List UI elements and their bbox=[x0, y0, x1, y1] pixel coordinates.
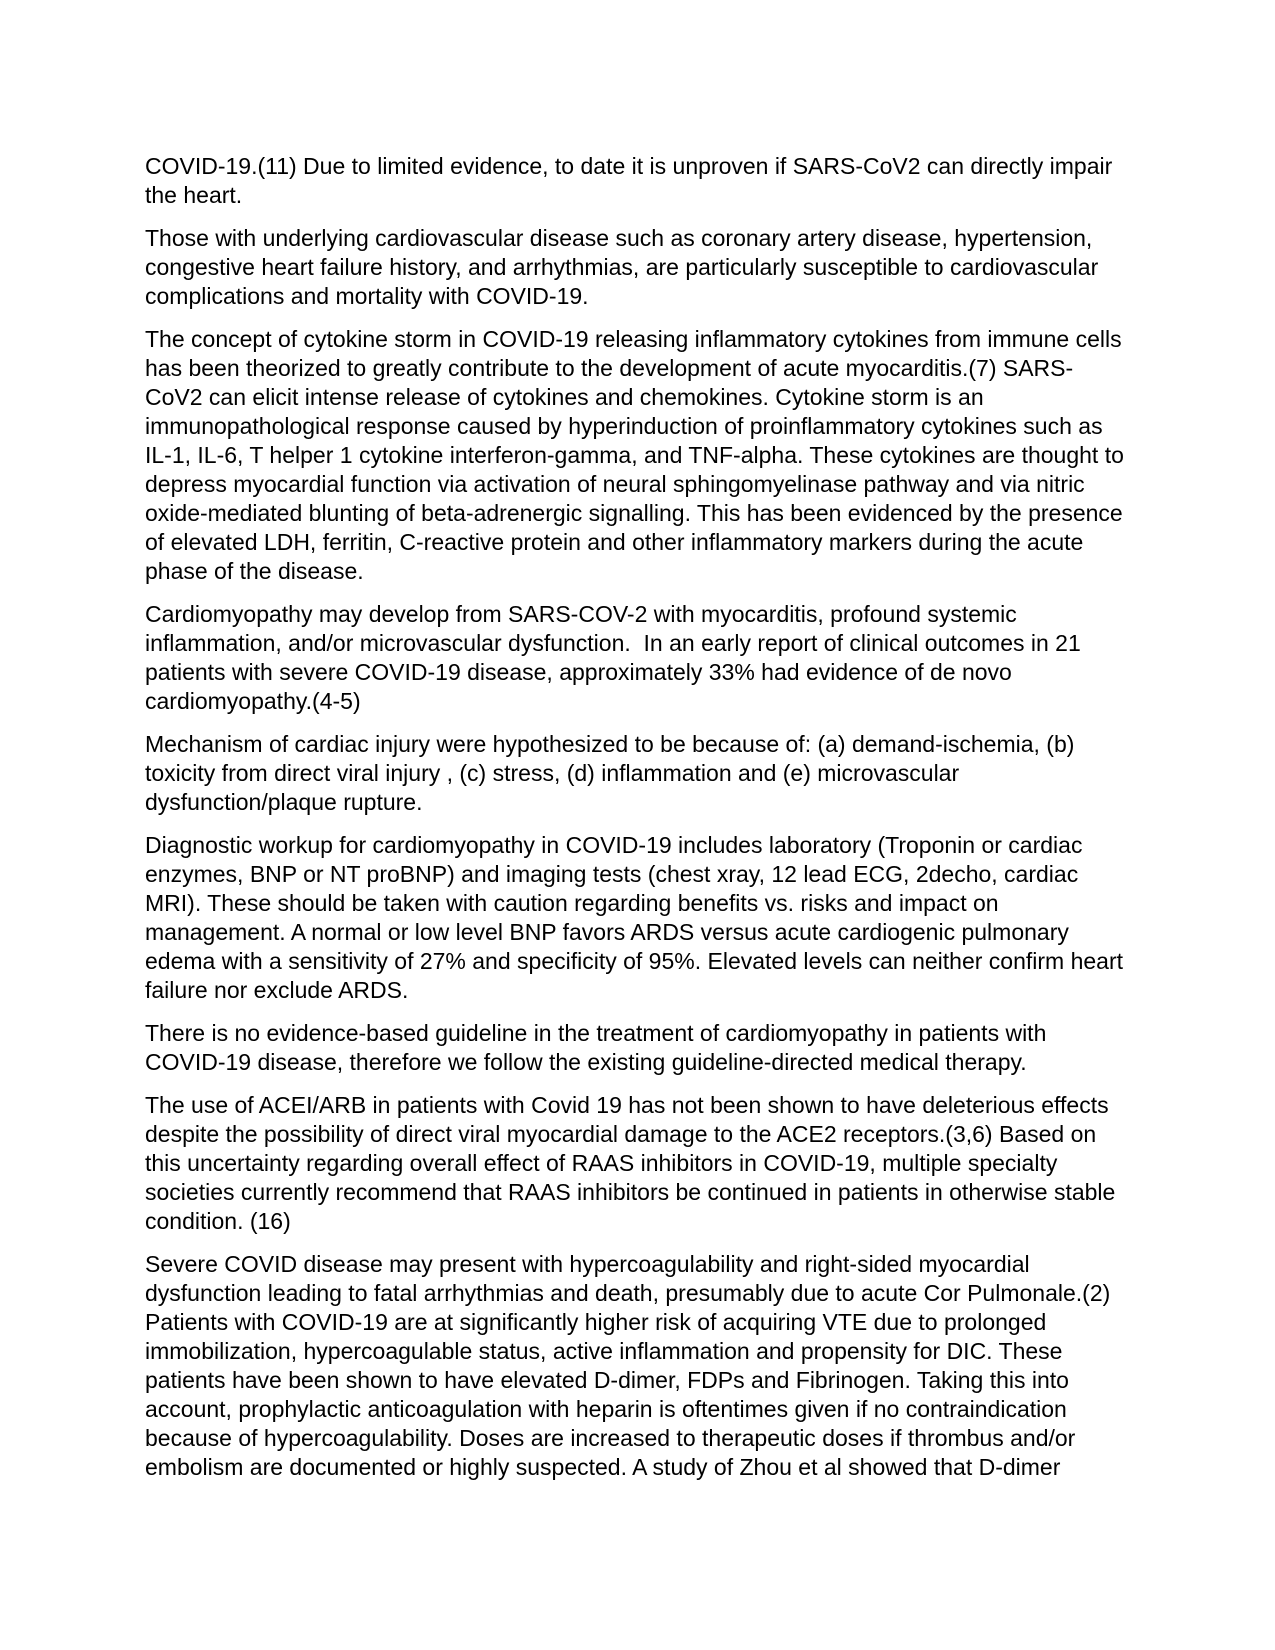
paragraph-hypercoagulability-vte: Severe COVID disease may present with hypercoagulability and right-sided myocardial dysfunction leading to fatal arrhythmias and death, presumably due to acute Cor Pulmonale.(2) Patients with COVID-19 are at significantly higher risk of acquiring VTE due to prolonged immobilization, hypercoagulable status, active inflammation and propensity for DIC. These patients have been shown to have elevated D-dimer, FDPs and Fibrinogen. Taking this into account, prophylactic anticoagulation with heparin is oftentimes given if no contraindication because of hypercoagulability. Doses are increased to therapeutic doses if thrombus and/or embolism are documented or highly suspected. A study of Zhou et al showed that D-dimer bbox=[145, 1251, 1117, 1480]
paragraph-covid-limited-evidence: COVID-19.(11) Due to limited evidence, to date it is unproven if SARS-CoV2 can directly impair the heart. bbox=[145, 153, 1119, 208]
paragraph-diagnostic-workup: Diagnostic workup for cardiomyopathy in COVID-19 includes laboratory (Troponin or cardiac enzymes, BNP or NT proBNP) and imaging tests (chest xray, 12 lead ECG, 2decho, cardiac MRI). These should be taken with caution regarding benefits vs. risks and impact on management. A normal or low level BNP favors ARDS versus acute cardiogenic pulmonary edema with a sensitivity of 27% and specificity of 95%. Elevated levels can neither confirm heart failure nor exclude ARDS. bbox=[145, 832, 1130, 1003]
paragraph-cytokine-storm: The concept of cytokine storm in COVID-19 releasing inflammatory cytokines from immune cells has been theorized to greatly contribute to the development of acute myocarditis.(7) SARS-CoV2 can elicit intense release of cytokines and chemokines. Cytokine storm is an immunopathological response caused by hyperinduction of proinflammatory cytokines such as IL-1, IL-6, T helper 1 cytokine interferon-gamma, and TNF-alpha. These cytokines are thought to depress myocardial function via activation of neural sphingomyelinase pathway and via nitric oxide-mediated blunting of beta-adrenergic signalling. This has been evidenced by the presence of elevated LDH, ferritin, C-reactive protein and other inflammatory markers during the acute phase of the disease. bbox=[145, 326, 1131, 584]
paragraph-mechanism-of-cardiac-injury: Mechanism of cardiac injury were hypothesized to be because of: (a) demand-ischemia, (b) toxicity from direct viral injury , (c) stress, (d) inflammation and (e) microvascular dysfunction/plaque rupture. bbox=[145, 731, 1081, 815]
paragraph-no-evidence-based-guideline: There is no evidence-based guideline in the treatment of cardiomyopathy in patients with COVID-19 disease, therefore we follow the existing guideline-directed medical therapy. bbox=[145, 1020, 1053, 1075]
paragraph-cardiomyopathy-development: Cardiomyopathy may develop from SARS-COV-2 with myocarditis, profound systemic inflammation, and/or microvascular dysfunction. In an early report of clinical outcomes in 21 patients with severe COVID-19 disease, approximately 33% had evidence of de novo cardiomyopathy.(4-5) bbox=[145, 601, 1088, 714]
paragraph-underlying-cvd-risk: Those with underlying cardiovascular disease such as coronary artery disease, hypertension, congestive heart failure history, and arrhythmias, are particularly susceptible to cardiovascular complications and mortality with COVID-19. bbox=[145, 225, 1105, 309]
paragraph-acei-arb-use: The use of ACEI/ARB in patients with Covid 19 has not been shown to have deleterious effects despite the possibility of direct viral myocardial damage to the ACE2 receptors.(3,6) Based on this uncertainty regarding overall effect of RAAS inhibitors in COVID-19, multiple specialty societies currently recommend that RAAS inhibitors be continued in patients in otherwise stable condition. (16) bbox=[145, 1092, 1122, 1234]
